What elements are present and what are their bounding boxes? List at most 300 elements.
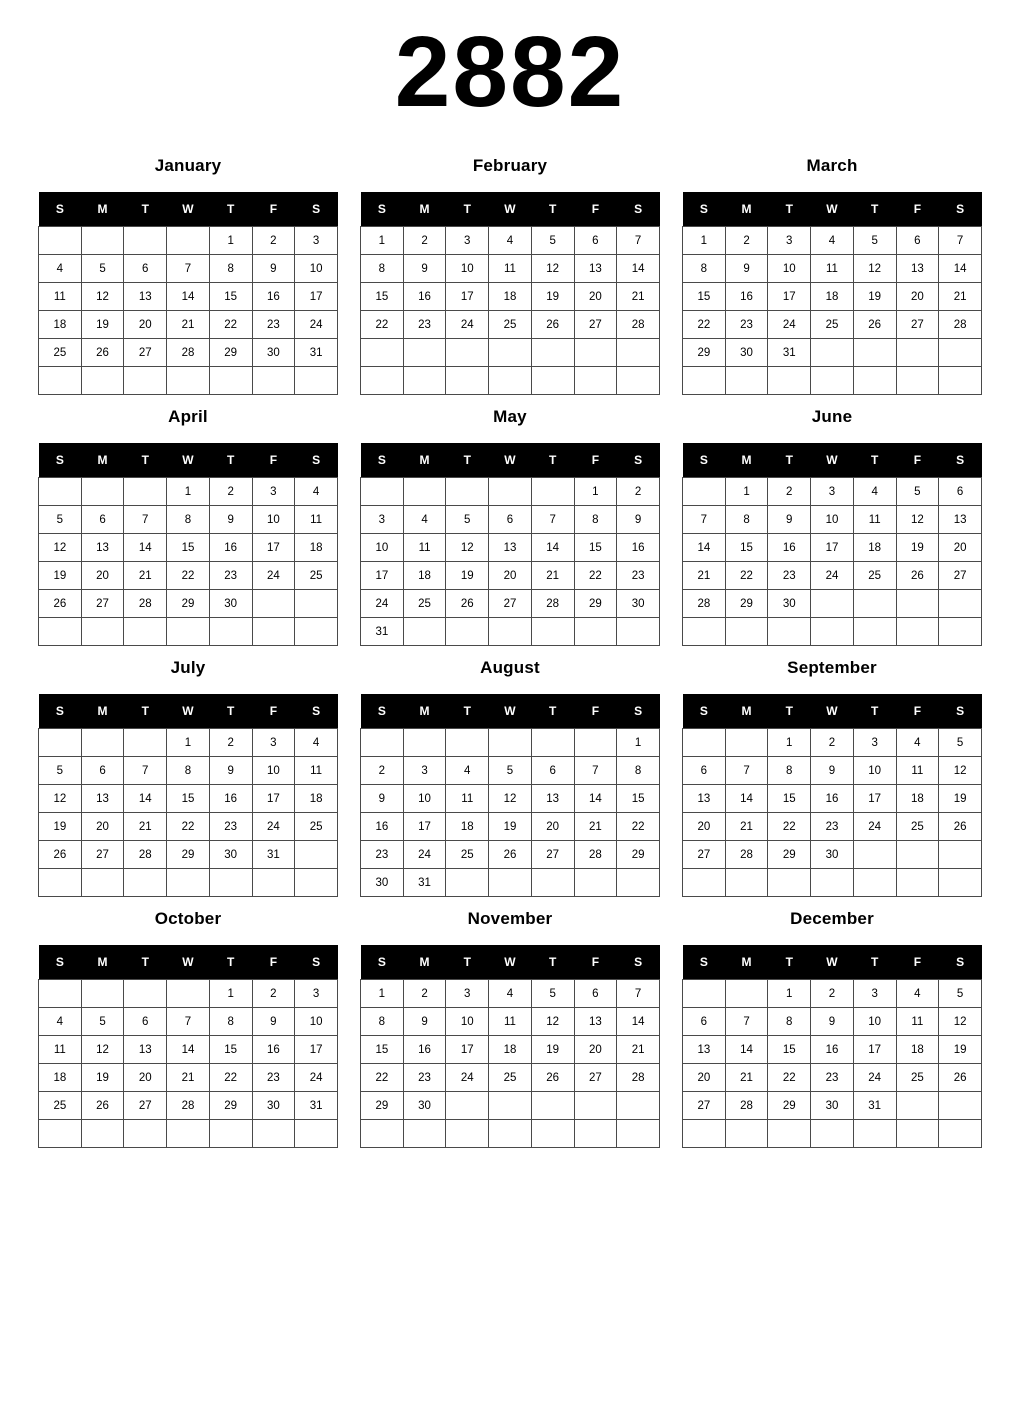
day-cell[interactable]: 4 — [39, 1008, 82, 1036]
day-cell[interactable]: 27 — [574, 311, 617, 339]
day-cell[interactable]: 24 — [403, 841, 446, 869]
day-cell[interactable]: 22 — [209, 1064, 252, 1092]
day-cell[interactable]: 17 — [768, 283, 811, 311]
day-cell[interactable]: 3 — [252, 729, 295, 757]
day-cell[interactable]: 14 — [167, 283, 210, 311]
day-cell[interactable]: 6 — [683, 1008, 726, 1036]
day-cell[interactable]: 31 — [295, 339, 338, 367]
day-cell[interactable]: 23 — [361, 841, 404, 869]
day-cell[interactable]: 9 — [361, 785, 404, 813]
day-cell[interactable]: 3 — [446, 980, 489, 1008]
day-cell[interactable]: 11 — [896, 1008, 939, 1036]
day-cell[interactable]: 20 — [81, 813, 124, 841]
day-cell[interactable]: 5 — [39, 757, 82, 785]
day-cell[interactable]: 12 — [489, 785, 532, 813]
day-cell[interactable]: 10 — [252, 757, 295, 785]
day-cell[interactable]: 1 — [167, 478, 210, 506]
day-cell[interactable]: 10 — [361, 534, 404, 562]
day-cell[interactable]: 26 — [939, 813, 982, 841]
day-cell[interactable]: 31 — [768, 339, 811, 367]
day-cell[interactable]: 2 — [209, 478, 252, 506]
day-cell[interactable]: 19 — [446, 562, 489, 590]
day-cell[interactable]: 29 — [209, 339, 252, 367]
day-cell[interactable]: 16 — [209, 785, 252, 813]
day-cell[interactable]: 17 — [361, 562, 404, 590]
day-cell[interactable]: 28 — [725, 841, 768, 869]
day-cell[interactable]: 9 — [811, 1008, 854, 1036]
day-cell[interactable]: 31 — [252, 841, 295, 869]
day-cell[interactable]: 1 — [209, 227, 252, 255]
day-cell[interactable]: 21 — [167, 1064, 210, 1092]
day-cell[interactable]: 18 — [489, 1036, 532, 1064]
day-cell[interactable]: 27 — [531, 841, 574, 869]
day-cell[interactable]: 5 — [531, 980, 574, 1008]
day-cell[interactable]: 22 — [725, 562, 768, 590]
day-cell[interactable]: 18 — [295, 785, 338, 813]
day-cell[interactable]: 26 — [39, 841, 82, 869]
day-cell[interactable]: 18 — [39, 1064, 82, 1092]
day-cell[interactable]: 30 — [252, 1092, 295, 1120]
day-cell[interactable]: 19 — [39, 813, 82, 841]
day-cell[interactable]: 22 — [361, 1064, 404, 1092]
day-cell[interactable]: 12 — [446, 534, 489, 562]
day-cell[interactable]: 9 — [209, 757, 252, 785]
day-cell[interactable]: 14 — [617, 1008, 660, 1036]
day-cell[interactable]: 28 — [124, 590, 167, 618]
day-cell[interactable]: 17 — [446, 1036, 489, 1064]
day-cell[interactable]: 4 — [489, 980, 532, 1008]
day-cell[interactable]: 11 — [39, 283, 82, 311]
day-cell[interactable]: 24 — [361, 590, 404, 618]
day-cell[interactable]: 29 — [768, 1092, 811, 1120]
day-cell[interactable]: 22 — [768, 813, 811, 841]
day-cell[interactable]: 6 — [896, 227, 939, 255]
day-cell[interactable]: 11 — [403, 534, 446, 562]
day-cell[interactable]: 29 — [209, 1092, 252, 1120]
day-cell[interactable]: 29 — [574, 590, 617, 618]
day-cell[interactable]: 12 — [939, 757, 982, 785]
day-cell[interactable]: 26 — [853, 311, 896, 339]
day-cell[interactable]: 2 — [811, 729, 854, 757]
day-cell[interactable]: 13 — [81, 534, 124, 562]
day-cell[interactable]: 6 — [81, 757, 124, 785]
day-cell[interactable]: 21 — [939, 283, 982, 311]
day-cell[interactable]: 1 — [167, 729, 210, 757]
day-cell[interactable]: 15 — [574, 534, 617, 562]
day-cell[interactable]: 3 — [768, 227, 811, 255]
day-cell[interactable]: 30 — [403, 1092, 446, 1120]
day-cell[interactable]: 20 — [531, 813, 574, 841]
day-cell[interactable]: 25 — [295, 813, 338, 841]
day-cell[interactable]: 4 — [811, 227, 854, 255]
day-cell[interactable]: 27 — [574, 1064, 617, 1092]
day-cell[interactable]: 6 — [81, 506, 124, 534]
day-cell[interactable]: 17 — [295, 1036, 338, 1064]
day-cell[interactable]: 20 — [81, 562, 124, 590]
day-cell[interactable]: 15 — [617, 785, 660, 813]
day-cell[interactable]: 20 — [574, 1036, 617, 1064]
day-cell[interactable]: 2 — [252, 227, 295, 255]
day-cell[interactable]: 10 — [403, 785, 446, 813]
day-cell[interactable]: 6 — [124, 1008, 167, 1036]
day-cell[interactable]: 19 — [489, 813, 532, 841]
day-cell[interactable]: 2 — [811, 980, 854, 1008]
day-cell[interactable]: 25 — [39, 1092, 82, 1120]
day-cell[interactable]: 24 — [811, 562, 854, 590]
day-cell[interactable]: 24 — [853, 1064, 896, 1092]
day-cell[interactable]: 22 — [361, 311, 404, 339]
day-cell[interactable]: 23 — [403, 1064, 446, 1092]
day-cell[interactable]: 19 — [531, 283, 574, 311]
day-cell[interactable]: 9 — [811, 757, 854, 785]
day-cell[interactable]: 9 — [617, 506, 660, 534]
day-cell[interactable]: 16 — [617, 534, 660, 562]
day-cell[interactable]: 17 — [811, 534, 854, 562]
day-cell[interactable]: 2 — [617, 478, 660, 506]
day-cell[interactable]: 7 — [124, 506, 167, 534]
day-cell[interactable]: 13 — [939, 506, 982, 534]
day-cell[interactable]: 18 — [896, 785, 939, 813]
day-cell[interactable]: 2 — [725, 227, 768, 255]
day-cell[interactable]: 28 — [725, 1092, 768, 1120]
day-cell[interactable]: 16 — [252, 283, 295, 311]
day-cell[interactable]: 14 — [167, 1036, 210, 1064]
day-cell[interactable]: 12 — [531, 255, 574, 283]
day-cell[interactable]: 19 — [531, 1036, 574, 1064]
day-cell[interactable]: 4 — [896, 729, 939, 757]
day-cell[interactable]: 17 — [295, 283, 338, 311]
day-cell[interactable]: 7 — [725, 757, 768, 785]
day-cell[interactable]: 23 — [209, 562, 252, 590]
day-cell[interactable]: 8 — [209, 1008, 252, 1036]
day-cell[interactable]: 19 — [81, 311, 124, 339]
day-cell[interactable]: 28 — [167, 1092, 210, 1120]
day-cell[interactable]: 14 — [725, 1036, 768, 1064]
day-cell[interactable]: 23 — [209, 813, 252, 841]
day-cell[interactable]: 20 — [683, 813, 726, 841]
day-cell[interactable]: 11 — [489, 255, 532, 283]
day-cell[interactable]: 30 — [617, 590, 660, 618]
day-cell[interactable]: 20 — [489, 562, 532, 590]
day-cell[interactable]: 15 — [725, 534, 768, 562]
day-cell[interactable]: 11 — [853, 506, 896, 534]
day-cell[interactable]: 25 — [489, 311, 532, 339]
day-cell[interactable]: 18 — [295, 534, 338, 562]
day-cell[interactable]: 14 — [683, 534, 726, 562]
day-cell[interactable]: 6 — [489, 506, 532, 534]
day-cell[interactable]: 4 — [39, 255, 82, 283]
day-cell[interactable]: 8 — [209, 255, 252, 283]
day-cell[interactable]: 27 — [683, 1092, 726, 1120]
day-cell[interactable]: 2 — [209, 729, 252, 757]
day-cell[interactable]: 12 — [853, 255, 896, 283]
day-cell[interactable]: 6 — [574, 980, 617, 1008]
day-cell[interactable]: 26 — [896, 562, 939, 590]
day-cell[interactable]: 28 — [531, 590, 574, 618]
day-cell[interactable]: 8 — [361, 255, 404, 283]
day-cell[interactable]: 29 — [617, 841, 660, 869]
day-cell[interactable]: 25 — [446, 841, 489, 869]
day-cell[interactable]: 16 — [811, 785, 854, 813]
day-cell[interactable]: 12 — [39, 785, 82, 813]
day-cell[interactable]: 1 — [617, 729, 660, 757]
day-cell[interactable]: 24 — [768, 311, 811, 339]
day-cell[interactable]: 9 — [252, 255, 295, 283]
day-cell[interactable]: 11 — [896, 757, 939, 785]
day-cell[interactable]: 28 — [939, 311, 982, 339]
day-cell[interactable]: 25 — [853, 562, 896, 590]
day-cell[interactable]: 7 — [574, 757, 617, 785]
day-cell[interactable]: 23 — [252, 1064, 295, 1092]
day-cell[interactable]: 29 — [167, 841, 210, 869]
day-cell[interactable]: 24 — [252, 813, 295, 841]
day-cell[interactable]: 13 — [574, 1008, 617, 1036]
day-cell[interactable]: 19 — [81, 1064, 124, 1092]
day-cell[interactable]: 10 — [853, 1008, 896, 1036]
day-cell[interactable]: 14 — [617, 255, 660, 283]
day-cell[interactable]: 23 — [617, 562, 660, 590]
day-cell[interactable]: 8 — [683, 255, 726, 283]
day-cell[interactable]: 5 — [939, 729, 982, 757]
day-cell[interactable]: 1 — [683, 227, 726, 255]
day-cell[interactable]: 19 — [939, 1036, 982, 1064]
day-cell[interactable]: 21 — [725, 1064, 768, 1092]
day-cell[interactable]: 2 — [252, 980, 295, 1008]
day-cell[interactable]: 15 — [768, 1036, 811, 1064]
day-cell[interactable]: 1 — [725, 478, 768, 506]
day-cell[interactable]: 7 — [725, 1008, 768, 1036]
day-cell[interactable]: 4 — [295, 729, 338, 757]
day-cell[interactable]: 13 — [81, 785, 124, 813]
day-cell[interactable]: 31 — [295, 1092, 338, 1120]
day-cell[interactable]: 5 — [39, 506, 82, 534]
day-cell[interactable]: 28 — [167, 339, 210, 367]
day-cell[interactable]: 31 — [853, 1092, 896, 1120]
day-cell[interactable]: 31 — [403, 869, 446, 897]
day-cell[interactable]: 8 — [574, 506, 617, 534]
day-cell[interactable]: 12 — [39, 534, 82, 562]
day-cell[interactable]: 21 — [574, 813, 617, 841]
day-cell[interactable]: 10 — [295, 255, 338, 283]
day-cell[interactable]: 16 — [403, 283, 446, 311]
day-cell[interactable]: 17 — [403, 813, 446, 841]
day-cell[interactable]: 29 — [361, 1092, 404, 1120]
day-cell[interactable]: 21 — [124, 813, 167, 841]
day-cell[interactable]: 15 — [209, 283, 252, 311]
day-cell[interactable]: 11 — [295, 757, 338, 785]
day-cell[interactable]: 14 — [124, 534, 167, 562]
day-cell[interactable]: 17 — [853, 785, 896, 813]
day-cell[interactable]: 25 — [489, 1064, 532, 1092]
day-cell[interactable]: 22 — [683, 311, 726, 339]
day-cell[interactable]: 30 — [209, 590, 252, 618]
day-cell[interactable]: 30 — [768, 590, 811, 618]
day-cell[interactable]: 11 — [295, 506, 338, 534]
day-cell[interactable]: 22 — [167, 813, 210, 841]
day-cell[interactable]: 22 — [574, 562, 617, 590]
day-cell[interactable]: 5 — [531, 227, 574, 255]
day-cell[interactable]: 10 — [295, 1008, 338, 1036]
day-cell[interactable]: 7 — [617, 980, 660, 1008]
day-cell[interactable]: 31 — [361, 618, 404, 646]
day-cell[interactable]: 3 — [295, 980, 338, 1008]
day-cell[interactable]: 6 — [124, 255, 167, 283]
day-cell[interactable]: 25 — [403, 590, 446, 618]
day-cell[interactable]: 28 — [617, 311, 660, 339]
day-cell[interactable]: 23 — [811, 1064, 854, 1092]
day-cell[interactable]: 3 — [811, 478, 854, 506]
day-cell[interactable]: 10 — [811, 506, 854, 534]
day-cell[interactable]: 13 — [124, 1036, 167, 1064]
day-cell[interactable]: 10 — [252, 506, 295, 534]
day-cell[interactable]: 7 — [939, 227, 982, 255]
day-cell[interactable]: 30 — [361, 869, 404, 897]
day-cell[interactable]: 5 — [853, 227, 896, 255]
day-cell[interactable]: 5 — [81, 255, 124, 283]
day-cell[interactable]: 24 — [853, 813, 896, 841]
day-cell[interactable]: 20 — [683, 1064, 726, 1092]
day-cell[interactable]: 22 — [209, 311, 252, 339]
day-cell[interactable]: 29 — [167, 590, 210, 618]
day-cell[interactable]: 12 — [531, 1008, 574, 1036]
day-cell[interactable]: 17 — [446, 283, 489, 311]
day-cell[interactable]: 8 — [167, 757, 210, 785]
day-cell[interactable]: 26 — [446, 590, 489, 618]
day-cell[interactable]: 16 — [252, 1036, 295, 1064]
day-cell[interactable]: 23 — [768, 562, 811, 590]
day-cell[interactable]: 23 — [252, 311, 295, 339]
day-cell[interactable]: 21 — [725, 813, 768, 841]
day-cell[interactable]: 13 — [489, 534, 532, 562]
day-cell[interactable]: 27 — [683, 841, 726, 869]
day-cell[interactable]: 12 — [81, 1036, 124, 1064]
day-cell[interactable]: 17 — [853, 1036, 896, 1064]
day-cell[interactable]: 8 — [725, 506, 768, 534]
day-cell[interactable]: 12 — [81, 283, 124, 311]
day-cell[interactable]: 19 — [896, 534, 939, 562]
day-cell[interactable]: 25 — [295, 562, 338, 590]
day-cell[interactable]: 14 — [124, 785, 167, 813]
day-cell[interactable]: 16 — [361, 813, 404, 841]
day-cell[interactable]: 1 — [768, 729, 811, 757]
day-cell[interactable]: 28 — [124, 841, 167, 869]
day-cell[interactable]: 25 — [896, 813, 939, 841]
day-cell[interactable]: 25 — [811, 311, 854, 339]
day-cell[interactable]: 27 — [489, 590, 532, 618]
day-cell[interactable]: 13 — [683, 1036, 726, 1064]
day-cell[interactable]: 12 — [896, 506, 939, 534]
day-cell[interactable]: 1 — [361, 980, 404, 1008]
day-cell[interactable]: 20 — [124, 1064, 167, 1092]
day-cell[interactable]: 18 — [853, 534, 896, 562]
day-cell[interactable]: 12 — [939, 1008, 982, 1036]
day-cell[interactable]: 9 — [403, 1008, 446, 1036]
day-cell[interactable]: 29 — [768, 841, 811, 869]
day-cell[interactable]: 3 — [252, 478, 295, 506]
day-cell[interactable]: 6 — [574, 227, 617, 255]
day-cell[interactable]: 1 — [574, 478, 617, 506]
day-cell[interactable]: 14 — [725, 785, 768, 813]
day-cell[interactable]: 7 — [531, 506, 574, 534]
day-cell[interactable]: 4 — [295, 478, 338, 506]
day-cell[interactable]: 7 — [167, 255, 210, 283]
day-cell[interactable]: 19 — [939, 785, 982, 813]
day-cell[interactable]: 14 — [531, 534, 574, 562]
day-cell[interactable]: 1 — [361, 227, 404, 255]
day-cell[interactable]: 17 — [252, 534, 295, 562]
day-cell[interactable]: 30 — [811, 841, 854, 869]
day-cell[interactable]: 21 — [617, 283, 660, 311]
day-cell[interactable]: 20 — [896, 283, 939, 311]
day-cell[interactable]: 22 — [167, 562, 210, 590]
day-cell[interactable]: 14 — [574, 785, 617, 813]
day-cell[interactable]: 30 — [252, 339, 295, 367]
day-cell[interactable]: 8 — [768, 757, 811, 785]
day-cell[interactable]: 16 — [811, 1036, 854, 1064]
day-cell[interactable]: 10 — [446, 255, 489, 283]
day-cell[interactable]: 5 — [489, 757, 532, 785]
day-cell[interactable]: 15 — [167, 785, 210, 813]
day-cell[interactable]: 22 — [617, 813, 660, 841]
day-cell[interactable]: 2 — [768, 478, 811, 506]
day-cell[interactable]: 15 — [361, 283, 404, 311]
day-cell[interactable]: 20 — [124, 311, 167, 339]
day-cell[interactable]: 28 — [574, 841, 617, 869]
day-cell[interactable]: 11 — [811, 255, 854, 283]
day-cell[interactable]: 8 — [768, 1008, 811, 1036]
day-cell[interactable]: 17 — [252, 785, 295, 813]
day-cell[interactable]: 30 — [209, 841, 252, 869]
day-cell[interactable]: 20 — [574, 283, 617, 311]
day-cell[interactable]: 4 — [896, 980, 939, 1008]
day-cell[interactable]: 18 — [896, 1036, 939, 1064]
day-cell[interactable]: 26 — [531, 1064, 574, 1092]
day-cell[interactable]: 26 — [531, 311, 574, 339]
day-cell[interactable]: 26 — [81, 1092, 124, 1120]
day-cell[interactable]: 26 — [939, 1064, 982, 1092]
day-cell[interactable]: 1 — [768, 980, 811, 1008]
day-cell[interactable]: 4 — [853, 478, 896, 506]
day-cell[interactable]: 22 — [768, 1064, 811, 1092]
day-cell[interactable]: 13 — [574, 255, 617, 283]
day-cell[interactable]: 24 — [295, 1064, 338, 1092]
day-cell[interactable]: 2 — [403, 980, 446, 1008]
day-cell[interactable]: 29 — [725, 590, 768, 618]
day-cell[interactable]: 24 — [295, 311, 338, 339]
day-cell[interactable]: 21 — [167, 311, 210, 339]
day-cell[interactable]: 13 — [683, 785, 726, 813]
day-cell[interactable]: 18 — [489, 283, 532, 311]
day-cell[interactable]: 10 — [446, 1008, 489, 1036]
day-cell[interactable]: 21 — [124, 562, 167, 590]
day-cell[interactable]: 7 — [167, 1008, 210, 1036]
day-cell[interactable]: 1 — [209, 980, 252, 1008]
day-cell[interactable]: 8 — [617, 757, 660, 785]
day-cell[interactable]: 29 — [683, 339, 726, 367]
day-cell[interactable]: 4 — [489, 227, 532, 255]
day-cell[interactable]: 10 — [853, 757, 896, 785]
day-cell[interactable]: 27 — [81, 590, 124, 618]
day-cell[interactable]: 25 — [896, 1064, 939, 1092]
day-cell[interactable]: 13 — [896, 255, 939, 283]
day-cell[interactable]: 26 — [39, 590, 82, 618]
day-cell[interactable]: 4 — [446, 757, 489, 785]
day-cell[interactable]: 15 — [209, 1036, 252, 1064]
day-cell[interactable]: 25 — [39, 339, 82, 367]
day-cell[interactable]: 23 — [811, 813, 854, 841]
day-cell[interactable]: 26 — [81, 339, 124, 367]
day-cell[interactable]: 2 — [361, 757, 404, 785]
